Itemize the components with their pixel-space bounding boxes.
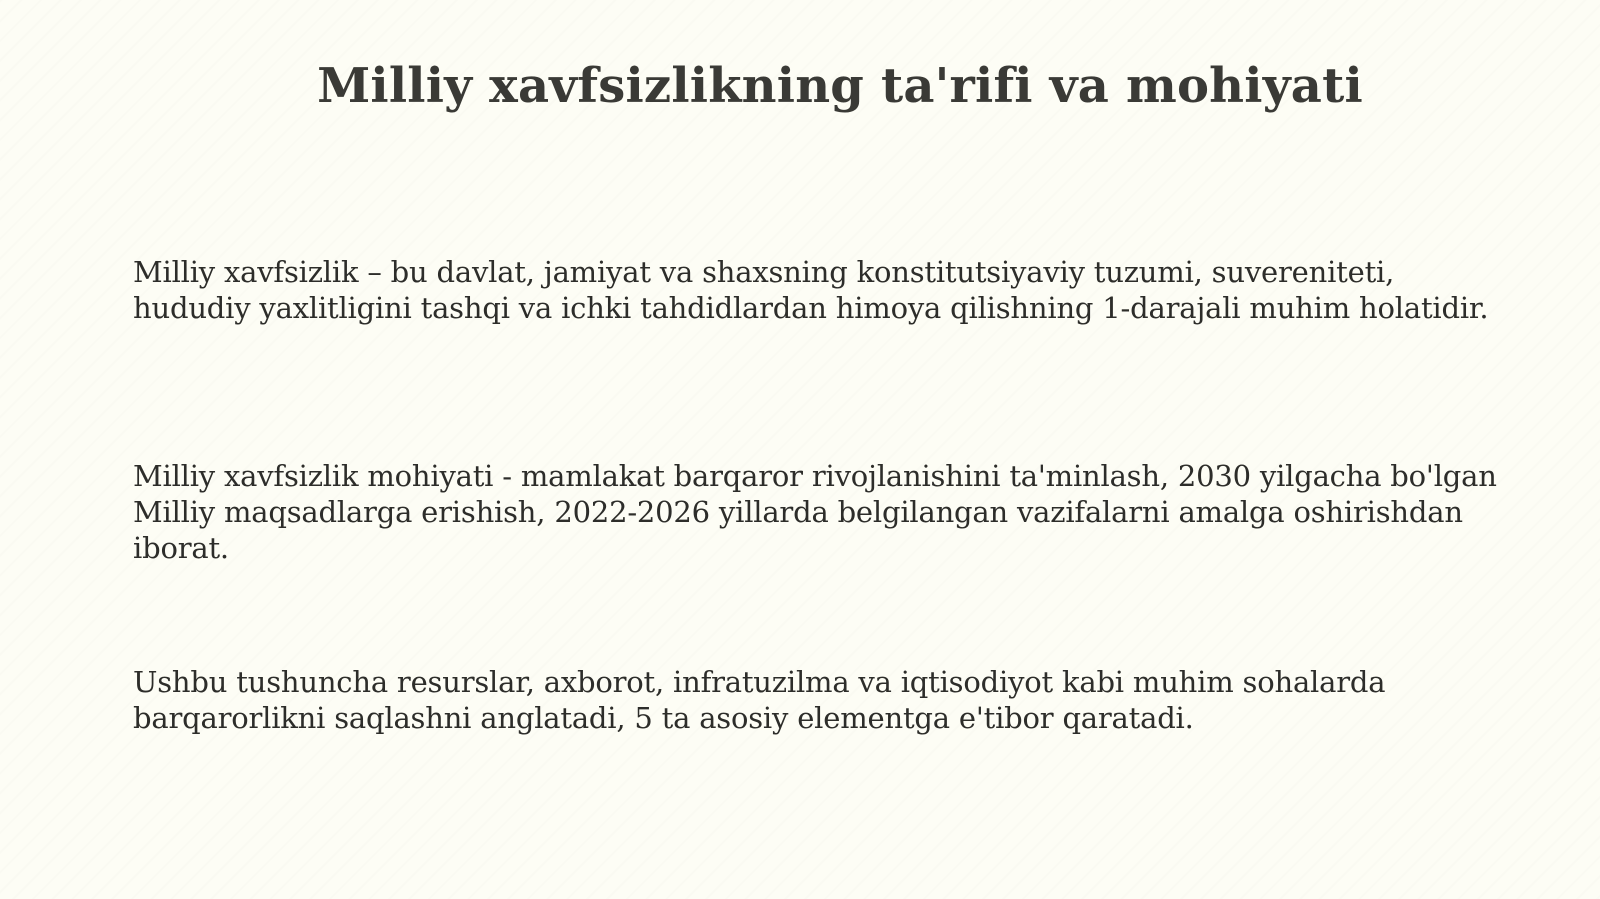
paragraph-definition: Milliy xavfsizlik – bu davlat, jamiyat va shaxsning konstitutsiyaviy tuzumi, suvereniteti, hududiy yaxlitligini tashqi va ichki tahdidlardan himoya qilishning 1-darajali muhim holatidir.: [133, 255, 1489, 325]
slide-title: Milliy xavfsizlikning ta'rifi va mohiyati: [317, 58, 1363, 114]
paragraph-essence: Milliy xavfsizlik mohiyati - mamlakat barqaror rivojlanishini ta'minlash, 2030 yilgacha bo'lgan Milliy maqsadlarga erishish, 2022-2026 yillarda belgilangan vazifalarni amalga oshirishdan iborat.: [133, 459, 1497, 565]
paragraph-scope: Ushbu tushuncha resurslar, axborot, infratuzilma va iqtisodiyot kabi muhim sohalarda barqarorlikni saqlashni anglatadi, 5 ta asosiy elementga e'tibor qaratadi.: [133, 665, 1386, 735]
